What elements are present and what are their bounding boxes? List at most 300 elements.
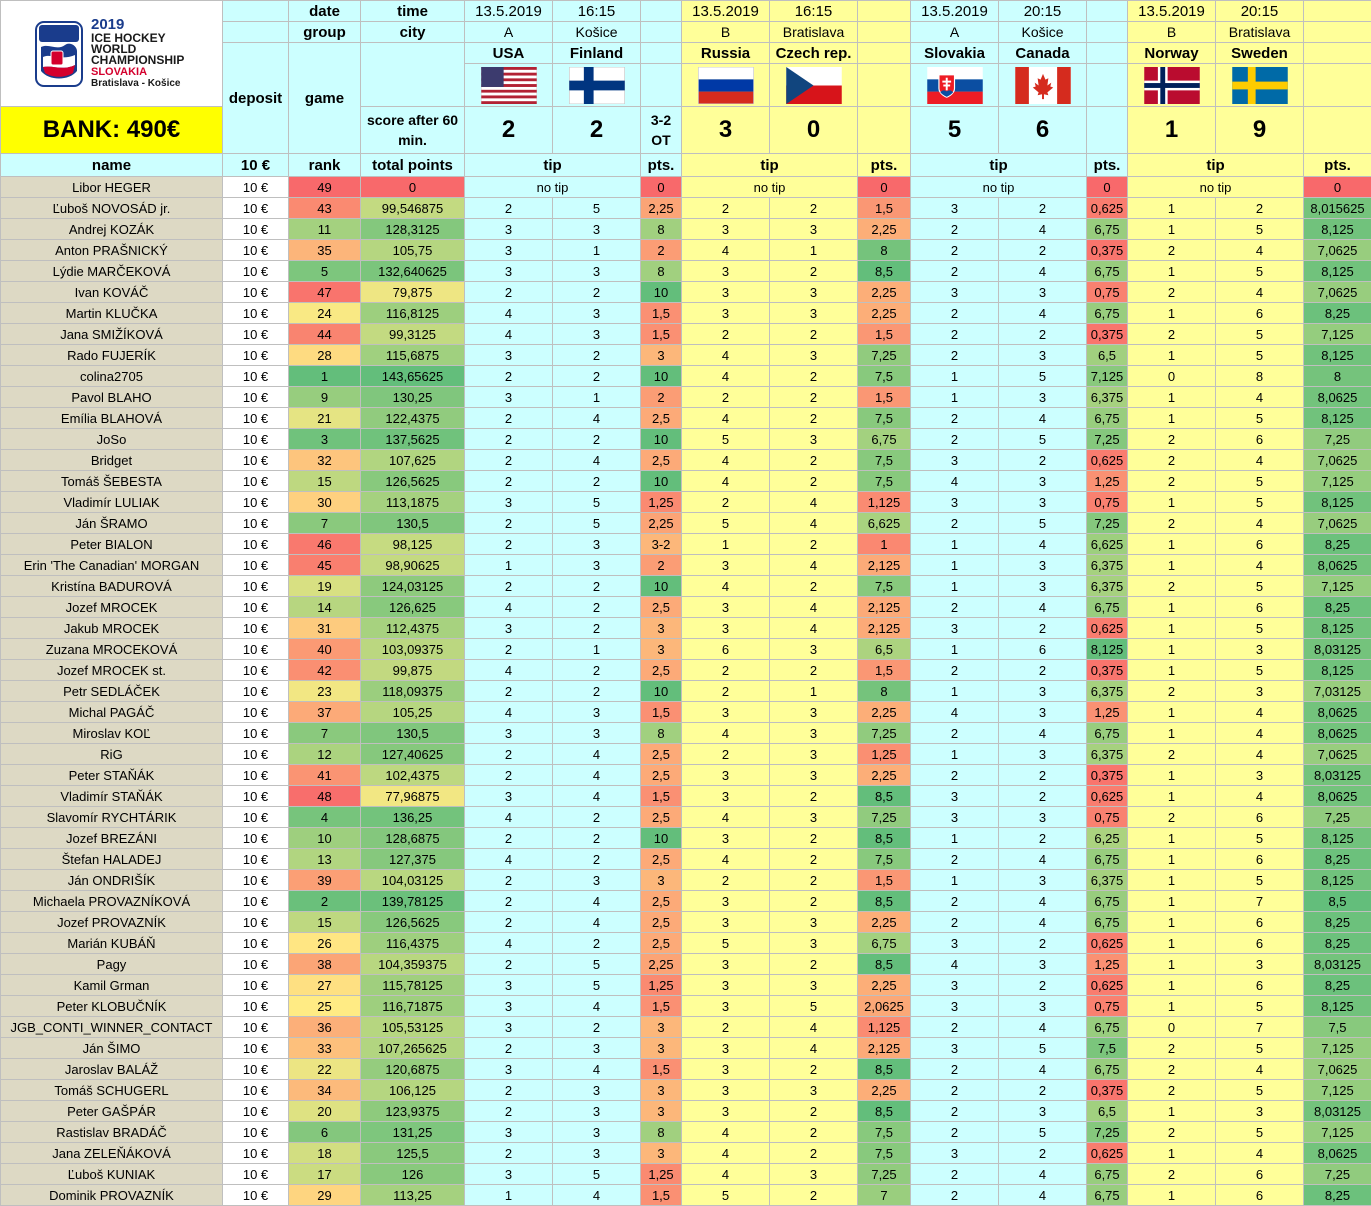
player-deposit: 10 € xyxy=(223,534,289,555)
player-pts: 2,25 xyxy=(858,765,911,786)
player-pts: 6,75 xyxy=(1087,408,1128,429)
player-pts: 0 xyxy=(641,177,682,198)
logo-title-2: WORLD xyxy=(91,44,184,55)
player-total: 128,6875 xyxy=(361,828,465,849)
player-tip-away: 5 xyxy=(999,1122,1087,1143)
player-pts: 6,75 xyxy=(1087,303,1128,324)
player-name: Michal PAGÁČ xyxy=(1,702,223,723)
slovakia-flag-icon xyxy=(927,67,983,104)
player-tip-home: 3 xyxy=(465,1059,553,1080)
player-tip-home: 3 xyxy=(682,1101,770,1122)
player-tip-home: 2 xyxy=(911,240,999,261)
player-tip-away: 3 xyxy=(553,870,641,891)
table-row xyxy=(1,1038,1371,1059)
player-tip-home: 4 xyxy=(682,408,770,429)
player-tip-home: 2 xyxy=(911,1164,999,1185)
player-pts: 8,5 xyxy=(858,1059,911,1080)
player-pts: 8,5 xyxy=(858,786,911,807)
player-rank: 34 xyxy=(289,1080,361,1101)
player-deposit: 10 € xyxy=(223,1185,289,1206)
player-tip-away: 2 xyxy=(999,618,1087,639)
player-tip-home: 3 xyxy=(911,198,999,219)
player-pts: 6,375 xyxy=(1087,681,1128,702)
player-total: 116,8125 xyxy=(361,303,465,324)
player-tip-away: 4 xyxy=(1216,723,1304,744)
game-1-home-score: 2 xyxy=(465,107,553,154)
player-rank: 7 xyxy=(289,513,361,534)
player-tip-away: 5 xyxy=(1216,828,1304,849)
player-pts: 8,25 xyxy=(1304,975,1371,996)
player-rank: 49 xyxy=(289,177,361,198)
player-tip-away: 4 xyxy=(770,492,858,513)
player-pts: 10 xyxy=(641,828,682,849)
player-tip-home: 1 xyxy=(911,744,999,765)
player-deposit: 10 € xyxy=(223,513,289,534)
player-name: Petr SEDLÁČEK xyxy=(1,681,223,702)
player-no-tip: no tip xyxy=(682,177,858,198)
player-no-tip: no tip xyxy=(911,177,1087,198)
player-tip-home: 3 xyxy=(465,219,553,240)
player-tip-away: 2 xyxy=(770,828,858,849)
game-4-group: B xyxy=(1128,22,1216,43)
player-tip-home: 2 xyxy=(1128,1059,1216,1080)
player-tip-home: 4 xyxy=(465,933,553,954)
player-tip-home: 1 xyxy=(911,576,999,597)
player-pts: 7 xyxy=(858,1185,911,1206)
player-tip-home: 1 xyxy=(1128,219,1216,240)
player-tip-away: 4 xyxy=(999,534,1087,555)
player-tip-away: 6 xyxy=(1216,597,1304,618)
player-tip-away: 3 xyxy=(999,702,1087,723)
player-pts: 1,125 xyxy=(858,1017,911,1038)
player-tip-away: 2 xyxy=(553,282,641,303)
player-tip-home: 1 xyxy=(911,828,999,849)
player-deposit: 10 € xyxy=(223,219,289,240)
player-tip-home: 3 xyxy=(465,240,553,261)
player-pts: 2 xyxy=(641,240,682,261)
player-tip-home: 1 xyxy=(682,534,770,555)
player-name: Martin KLUČKA xyxy=(1,303,223,324)
table-row xyxy=(1,807,1371,828)
player-tip-home: 3 xyxy=(465,996,553,1017)
player-tip-away: 2 xyxy=(999,1143,1087,1164)
player-tip-away: 3 xyxy=(999,870,1087,891)
logo-cities: Bratislava - Košice xyxy=(91,78,184,90)
player-tip-home: 3 xyxy=(911,1038,999,1059)
player-tip-home: 3 xyxy=(465,1122,553,1143)
player-pts: 0 xyxy=(1087,177,1128,198)
player-tip-home: 3 xyxy=(682,1038,770,1059)
player-total: 98,90625 xyxy=(361,555,465,576)
player-deposit: 10 € xyxy=(223,702,289,723)
player-tip-away: 2 xyxy=(553,345,641,366)
player-tip-away: 4 xyxy=(553,912,641,933)
player-tip-home: 3 xyxy=(465,1164,553,1185)
player-tip-away: 6 xyxy=(999,639,1087,660)
table-row xyxy=(1,975,1371,996)
player-pts: 6,75 xyxy=(1087,891,1128,912)
player-tip-away: 2 xyxy=(553,471,641,492)
player-total: 127,40625 xyxy=(361,744,465,765)
player-pts: 7,25 xyxy=(858,723,911,744)
player-tip-away: 4 xyxy=(1216,702,1304,723)
player-tip-away: 3 xyxy=(553,1080,641,1101)
player-tip-away: 6 xyxy=(1216,975,1304,996)
player-tip-home: 4 xyxy=(682,240,770,261)
player-deposit: 10 € xyxy=(223,408,289,429)
player-tip-away: 3 xyxy=(770,765,858,786)
player-tip-away: 2 xyxy=(770,1059,858,1080)
player-pts: 6,5 xyxy=(1087,1101,1128,1122)
player-tip-home: 2 xyxy=(911,1101,999,1122)
player-tip-home: 2 xyxy=(465,954,553,975)
label-time: time xyxy=(361,1,465,22)
player-tip-away: 2 xyxy=(999,450,1087,471)
label-score-after: score after 60 min. xyxy=(361,107,465,154)
player-total: 126,5625 xyxy=(361,912,465,933)
player-pts: 0,75 xyxy=(1087,807,1128,828)
player-tip-away: 5 xyxy=(1216,576,1304,597)
player-name: Jozef PROVAZNÍK xyxy=(1,912,223,933)
player-tip-home: 2 xyxy=(465,282,553,303)
player-total: 130,5 xyxy=(361,723,465,744)
player-total: 120,6875 xyxy=(361,1059,465,1080)
player-name: Peter GAŠPÁR xyxy=(1,1101,223,1122)
player-deposit: 10 € xyxy=(223,261,289,282)
player-tip-away: 2 xyxy=(770,324,858,345)
player-rank: 39 xyxy=(289,870,361,891)
player-tip-home: 2 xyxy=(1128,1122,1216,1143)
player-tip-away: 2 xyxy=(553,1017,641,1038)
player-tip-home: 5 xyxy=(682,1185,770,1206)
player-tip-home: 5 xyxy=(682,513,770,534)
player-rank: 9 xyxy=(289,387,361,408)
player-tip-away: 4 xyxy=(553,996,641,1017)
table-row xyxy=(1,681,1371,702)
label-city: city xyxy=(361,22,465,43)
player-total: 105,75 xyxy=(361,240,465,261)
game-2-home-score: 3 xyxy=(682,107,770,154)
iihf-logo-icon xyxy=(35,21,83,87)
player-pts: 2,125 xyxy=(858,1038,911,1059)
player-pts: 8,015625 xyxy=(1304,198,1371,219)
player-tip-home: 2 xyxy=(465,912,553,933)
player-tip-home: 4 xyxy=(682,366,770,387)
player-tip-home: 5 xyxy=(682,429,770,450)
player-tip-home: 2 xyxy=(465,450,553,471)
player-tip-home: 2 xyxy=(682,492,770,513)
player-pts: 3 xyxy=(641,1101,682,1122)
table-row xyxy=(1,408,1371,429)
player-tip-home: 4 xyxy=(465,324,553,345)
player-deposit: 10 € xyxy=(223,597,289,618)
table-row xyxy=(1,1059,1371,1080)
player-tip-away: 1 xyxy=(770,240,858,261)
player-total: 99,875 xyxy=(361,660,465,681)
player-tip-home: 5 xyxy=(682,933,770,954)
player-name: Zuzana MROCEKOVÁ xyxy=(1,639,223,660)
player-tip-home: 3 xyxy=(682,555,770,576)
player-pts: 7,0625 xyxy=(1304,240,1371,261)
player-tip-home: 2 xyxy=(465,1080,553,1101)
player-total: 112,4375 xyxy=(361,618,465,639)
player-name: Peter BIALON xyxy=(1,534,223,555)
player-no-tip: no tip xyxy=(1128,177,1304,198)
player-tip-away: 3 xyxy=(553,303,641,324)
player-deposit: 10 € xyxy=(223,660,289,681)
player-pts: 8,03125 xyxy=(1304,765,1371,786)
player-pts: 8,03125 xyxy=(1304,954,1371,975)
player-deposit: 10 € xyxy=(223,450,289,471)
player-tip-home: 3 xyxy=(911,618,999,639)
player-tip-away: 6 xyxy=(1216,807,1304,828)
player-pts: 8 xyxy=(641,723,682,744)
player-tip-home: 3 xyxy=(682,828,770,849)
table-row xyxy=(1,1017,1371,1038)
player-tip-away: 5 xyxy=(999,513,1087,534)
player-tip-away: 4 xyxy=(999,891,1087,912)
player-tip-away: 4 xyxy=(999,723,1087,744)
player-tip-home: 1 xyxy=(1128,828,1216,849)
player-tip-home: 2 xyxy=(682,681,770,702)
game-2-away-team: Czech rep. xyxy=(770,43,858,64)
player-tip-home: 2 xyxy=(911,849,999,870)
player-name: Ján ŠRAMO xyxy=(1,513,223,534)
player-pts: 6,75 xyxy=(1087,1185,1128,1206)
player-tip-away: 5 xyxy=(770,996,858,1017)
player-deposit: 10 € xyxy=(223,177,289,198)
player-pts: 1,5 xyxy=(641,324,682,345)
player-pts: 8,125 xyxy=(1304,996,1371,1017)
player-pts: 7,0625 xyxy=(1304,450,1371,471)
player-deposit: 10 € xyxy=(223,429,289,450)
player-deposit: 10 € xyxy=(223,807,289,828)
player-name: Ľuboš NOVOSÁD jr. xyxy=(1,198,223,219)
player-total: 143,65625 xyxy=(361,366,465,387)
player-tip-away: 4 xyxy=(1216,1143,1304,1164)
player-tip-home: 1 xyxy=(1128,996,1216,1017)
player-tip-home: 2 xyxy=(911,1059,999,1080)
player-tip-away: 3 xyxy=(770,702,858,723)
player-deposit: 10 € xyxy=(223,954,289,975)
player-name: Slavomír RYCHTÁRIK xyxy=(1,807,223,828)
player-tip-home: 1 xyxy=(1128,198,1216,219)
player-tip-away: 1 xyxy=(553,387,641,408)
player-rank: 12 xyxy=(289,744,361,765)
player-pts: 8,0625 xyxy=(1304,723,1371,744)
label-game: game xyxy=(289,43,361,154)
player-total: 103,09375 xyxy=(361,639,465,660)
player-pts: 8,25 xyxy=(1304,303,1371,324)
player-pts: 8,5 xyxy=(858,1101,911,1122)
label-deposit: deposit xyxy=(223,43,289,154)
player-pts: 7,25 xyxy=(1304,807,1371,828)
player-deposit: 10 € xyxy=(223,996,289,1017)
game-2-note xyxy=(858,107,911,154)
player-tip-away: 4 xyxy=(1216,513,1304,534)
col-header-deposit: 10 € xyxy=(223,154,289,177)
player-total: 99,546875 xyxy=(361,198,465,219)
game-1-group: A xyxy=(465,22,553,43)
player-tip-away: 3 xyxy=(999,996,1087,1017)
player-name: Pavol BLAHO xyxy=(1,387,223,408)
czech-flag-icon xyxy=(786,67,842,104)
player-pts: 2,125 xyxy=(858,618,911,639)
player-total: 105,25 xyxy=(361,702,465,723)
player-tip-home: 3 xyxy=(911,933,999,954)
player-tip-away: 3 xyxy=(999,282,1087,303)
player-pts: 8,03125 xyxy=(1304,639,1371,660)
player-pts: 8,125 xyxy=(1304,870,1371,891)
flag-cell xyxy=(999,64,1087,107)
player-tip-home: 2 xyxy=(682,387,770,408)
player-pts: 2,25 xyxy=(858,975,911,996)
player-total: 113,25 xyxy=(361,1185,465,1206)
player-tip-away: 3 xyxy=(999,744,1087,765)
player-name: JGB_CONTI_WINNER_CONTACT xyxy=(1,1017,223,1038)
player-pts: 2,25 xyxy=(858,912,911,933)
player-pts: 8,125 xyxy=(1304,492,1371,513)
player-rank: 15 xyxy=(289,471,361,492)
player-pts: 6,75 xyxy=(1087,1017,1128,1038)
player-tip-away: 3 xyxy=(770,282,858,303)
player-pts: 2,5 xyxy=(641,744,682,765)
player-tip-home: 1 xyxy=(1128,660,1216,681)
player-tip-away: 4 xyxy=(999,303,1087,324)
game-2-date: 13.5.2019 xyxy=(682,1,770,22)
player-tip-home: 2 xyxy=(911,1185,999,1206)
player-total: 137,5625 xyxy=(361,429,465,450)
player-pts: 1,5 xyxy=(641,702,682,723)
player-pts: 2,25 xyxy=(858,702,911,723)
player-name: Ján ONDRIŠÍK xyxy=(1,870,223,891)
player-pts: 1,5 xyxy=(641,996,682,1017)
game-4-away-score: 9 xyxy=(1216,107,1304,154)
player-pts: 10 xyxy=(641,681,682,702)
player-tip-home: 4 xyxy=(682,1164,770,1185)
player-tip-away: 5 xyxy=(553,513,641,534)
player-rank: 3 xyxy=(289,429,361,450)
player-tip-away: 3 xyxy=(553,534,641,555)
player-pts: 2,5 xyxy=(641,849,682,870)
player-total: 113,1875 xyxy=(361,492,465,513)
player-tip-home: 3 xyxy=(911,1143,999,1164)
game-4-away-team: Sweden xyxy=(1216,43,1304,64)
game-1-date: 13.5.2019 xyxy=(465,1,553,22)
player-tip-home: 1 xyxy=(1128,303,1216,324)
player-tip-home: 2 xyxy=(465,681,553,702)
player-pts: 2,5 xyxy=(641,597,682,618)
player-tip-away: 2 xyxy=(999,1080,1087,1101)
player-tip-home: 3 xyxy=(682,1059,770,1080)
player-pts: 0 xyxy=(1304,177,1371,198)
player-pts: 6,75 xyxy=(1087,1059,1128,1080)
player-pts: 6,75 xyxy=(1087,849,1128,870)
player-name: Štefan HALADEJ xyxy=(1,849,223,870)
player-rank: 17 xyxy=(289,1164,361,1185)
player-tip-away: 3 xyxy=(999,954,1087,975)
player-tip-home: 2 xyxy=(1128,324,1216,345)
player-pts: 1,25 xyxy=(858,744,911,765)
table-row xyxy=(1,324,1371,345)
player-pts: 1,5 xyxy=(858,660,911,681)
player-tip-home: 3 xyxy=(911,996,999,1017)
player-pts: 6,625 xyxy=(858,513,911,534)
player-total: 127,375 xyxy=(361,849,465,870)
player-rank: 20 xyxy=(289,1101,361,1122)
player-pts: 1,5 xyxy=(641,1059,682,1080)
player-pts: 8 xyxy=(1304,366,1371,387)
player-rank: 35 xyxy=(289,240,361,261)
player-tip-home: 2 xyxy=(1128,576,1216,597)
player-tip-home: 6 xyxy=(682,639,770,660)
player-tip-home: 2 xyxy=(682,324,770,345)
player-tip-away: 5 xyxy=(1216,1122,1304,1143)
player-tip-away: 4 xyxy=(770,597,858,618)
player-tip-home: 1 xyxy=(1128,723,1216,744)
player-rank: 7 xyxy=(289,723,361,744)
player-pts: 2 xyxy=(641,555,682,576)
player-tip-home: 2 xyxy=(911,219,999,240)
player-pts: 7,125 xyxy=(1304,471,1371,492)
player-tip-away: 4 xyxy=(553,786,641,807)
player-tip-away: 2 xyxy=(999,828,1087,849)
logo-title-3: CHAMPIONSHIP xyxy=(91,55,184,66)
player-tip-home: 3 xyxy=(911,492,999,513)
player-tip-home: 1 xyxy=(1128,345,1216,366)
player-tip-home: 1 xyxy=(1128,975,1216,996)
player-tip-away: 5 xyxy=(1216,408,1304,429)
player-name: Jakub MROCEK xyxy=(1,618,223,639)
game-1-away-score: 2 xyxy=(553,107,641,154)
col-header-rank: rank xyxy=(289,154,361,177)
player-name: Tomáš SCHUGERL xyxy=(1,1080,223,1101)
player-rank: 33 xyxy=(289,1038,361,1059)
player-tip-home: 4 xyxy=(682,1143,770,1164)
game-2-time: 16:15 xyxy=(770,1,858,22)
player-tip-home: 3 xyxy=(465,786,553,807)
label-date: date xyxy=(289,1,361,22)
table-row xyxy=(1,933,1371,954)
table-row xyxy=(1,303,1371,324)
player-name: Bridget xyxy=(1,450,223,471)
player-rank: 26 xyxy=(289,933,361,954)
player-tip-away: 3 xyxy=(770,744,858,765)
player-rank: 28 xyxy=(289,345,361,366)
player-pts: 2,125 xyxy=(858,555,911,576)
player-pts: 7,5 xyxy=(858,849,911,870)
player-tip-away: 4 xyxy=(1216,240,1304,261)
player-tip-home: 3 xyxy=(682,618,770,639)
table-row xyxy=(1,345,1371,366)
game-4-home-score: 1 xyxy=(1128,107,1216,154)
flag-cell xyxy=(911,64,999,107)
player-deposit: 10 € xyxy=(223,387,289,408)
player-pts: 8,125 xyxy=(1087,639,1128,660)
player-tip-away: 5 xyxy=(1216,1080,1304,1101)
player-pts: 6,25 xyxy=(1087,828,1128,849)
player-pts: 8,125 xyxy=(1304,219,1371,240)
canada-flag-icon xyxy=(1015,67,1071,104)
game-2-home-team: Russia xyxy=(682,43,770,64)
table-row xyxy=(1,954,1371,975)
player-tip-home: 2 xyxy=(911,261,999,282)
player-pts: 2,0625 xyxy=(858,996,911,1017)
col-header-total: total points xyxy=(361,154,465,177)
player-tip-home: 1 xyxy=(465,555,553,576)
player-tip-home: 3 xyxy=(465,492,553,513)
player-tip-home: 2 xyxy=(1128,471,1216,492)
